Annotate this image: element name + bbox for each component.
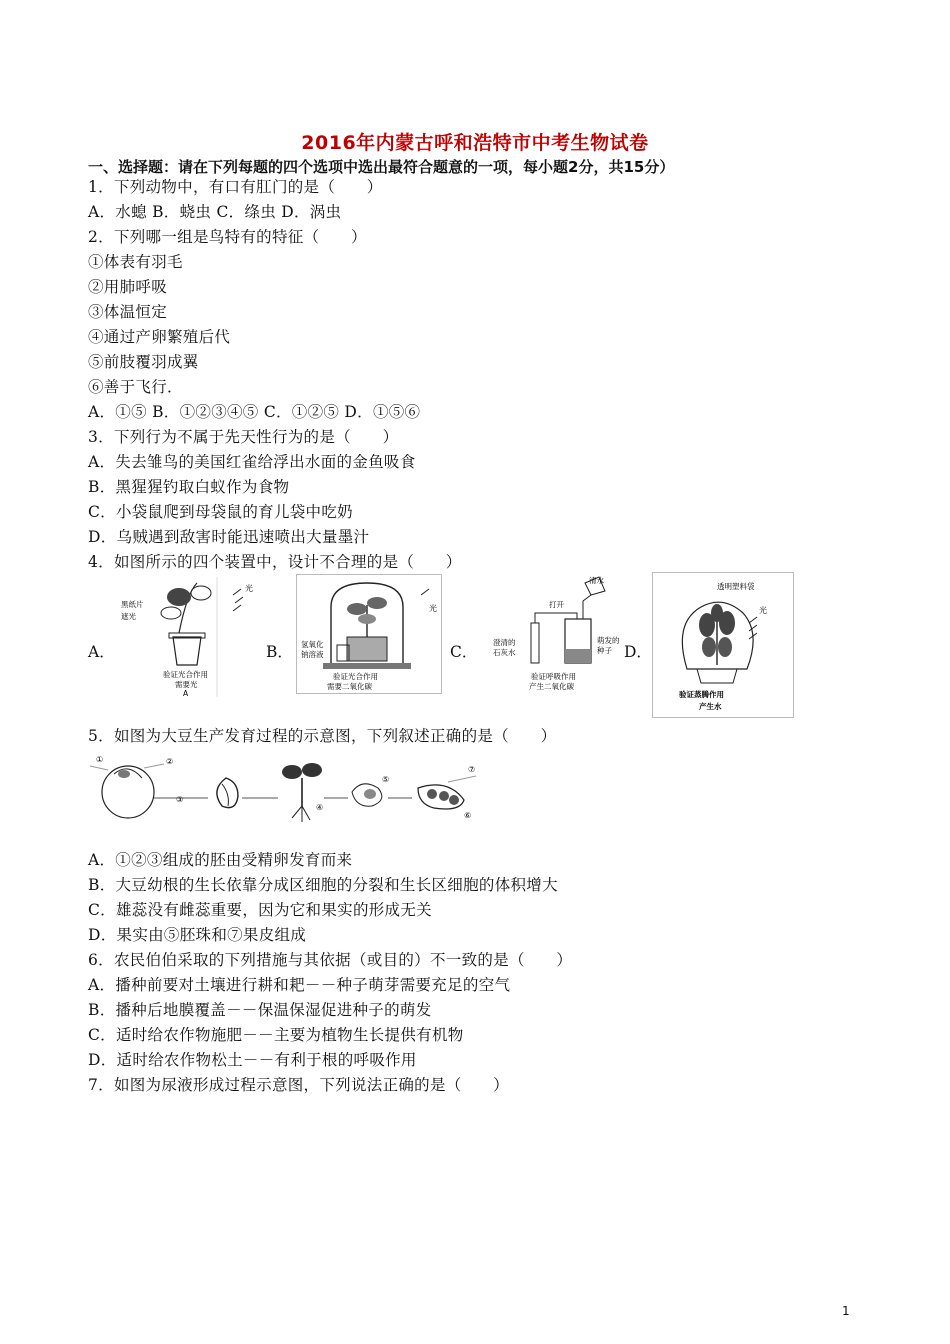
q3-option-a: A．失去雏鸟的美国红雀给浮出水面的金鱼吸食 — [88, 453, 416, 471]
plastic-bag-label: 透明塑料袋 — [717, 582, 755, 591]
q4-figure-b — [296, 574, 442, 694]
caption-d-1: 验证蒸腾作用 — [679, 690, 724, 699]
caption-b-1: 验证光合作用 — [333, 672, 378, 681]
q4-label-a: A． — [88, 643, 115, 661]
q6-option-a: A．播种前要对土壤进行耕和耙－－种子萌芽需要充足的空气 — [88, 976, 511, 994]
caption-c-1: 验证呼吸作用 — [531, 672, 576, 681]
q4-label-d: D． — [624, 643, 652, 661]
page-number: 1 — [842, 1304, 850, 1318]
q7-stem: 7．如图为尿液形成过程示意图，下列说法正确的是（ ） — [88, 1076, 509, 1094]
label-3: ③ — [176, 795, 184, 804]
q5-option-b: B．大豆幼根的生长依靠分成区细胞的分裂和生长区细胞的体积增大 — [88, 876, 558, 894]
q5-option-d: D．果实由⑤胚珠和⑦果皮组成 — [88, 926, 307, 944]
label-5: ⑤ — [382, 775, 390, 784]
q3-option-b: B．黑猩猩钓取白蚁作为食物 — [88, 478, 290, 496]
q6-option-d: D．适时给农作物松土－－有利于根的呼吸作用 — [88, 1051, 417, 1069]
q2-item-3: ③体温恒定 — [88, 303, 168, 321]
q6-option-c: C．适时给农作物施肥－－主要为植物生长提供有机物 — [88, 1026, 464, 1044]
soybean-development-diagram — [88, 748, 480, 824]
q1-options: A．水螅 B．蛲虫 C．绦虫 D．涡虫 — [88, 203, 342, 221]
q5-soybean-figure — [88, 748, 480, 824]
q2-item-6: ⑥善于飞行． — [88, 378, 183, 396]
q2-stem: 2．下列哪一组是鸟特有的特征（ ） — [88, 228, 367, 246]
q3-option-c: C．小袋鼠爬到母袋鼠的育儿袋中吃奶 — [88, 503, 353, 521]
caption-b-2: 需要二氧化碳 — [327, 682, 372, 691]
black-paper-label-1: 黑纸片 — [121, 600, 144, 609]
q4-figure-row — [88, 572, 808, 722]
light-label: 光 — [245, 584, 253, 593]
caption-a-1: 验证光合作用 — [163, 670, 208, 679]
page-title: 2016年内蒙古呼和浩特市中考生物试卷 — [301, 132, 649, 154]
q6-stem: 6．农民伯伯采取的下列措施与其依据（或目的）不一致的是（ ） — [88, 951, 573, 969]
caption-d-2: 产生水 — [699, 702, 722, 711]
black-paper-label-2: 遮光 — [121, 612, 136, 621]
q4-label-c: C． — [450, 643, 478, 661]
naoh-label-1: 氢氧化 — [301, 640, 324, 649]
q2-options: A．①⑤ B．①②③④⑤ C．①②⑤ D．①⑤⑥ — [88, 403, 421, 421]
q2-item-2: ②用肺呼吸 — [88, 278, 168, 296]
light-label-d: 光 — [759, 606, 767, 615]
q4-figure-c — [478, 572, 624, 698]
q4-label-b: B． — [266, 643, 293, 661]
plant-light-diagram — [117, 573, 259, 697]
seeds-label-2: 种子 — [597, 646, 612, 655]
caption-c-2: 产生二氧化碳 — [529, 682, 574, 691]
limewater-label-1: 澄清的 — [493, 638, 516, 647]
light-label-b: 光 — [429, 604, 437, 613]
label-7: ⑦ — [468, 765, 476, 774]
naoh-label-2: 钠溶液 — [301, 650, 324, 659]
label-6: ⑥ — [464, 811, 472, 820]
q4-figure-a — [116, 572, 260, 698]
open-label: 打开 — [549, 600, 564, 609]
q6-option-b: B．播种后地膜覆盖－－保温保湿促进种子的萌发 — [88, 1001, 432, 1019]
q2-item-5: ⑤前肢覆羽成翼 — [88, 353, 199, 371]
black-paper-leaf — [167, 588, 191, 606]
q3-stem: 3．下列行为不属于先天性行为的是（ ） — [88, 428, 399, 446]
label-2: ② — [166, 757, 174, 766]
q4-stem: 4．如图所示的四个装置中，设计不合理的是（ ） — [88, 553, 462, 571]
section-heading: 一、选择题：请在下列每题的四个选项中选出最符合题意的一项，每小题2分，共15分） — [88, 158, 675, 176]
label-4: ④ — [316, 803, 324, 812]
q4-figure-d — [652, 572, 794, 718]
q5-option-c: C．雄蕊没有雌蕊重要，因为它和果实的形成无关 — [88, 901, 432, 919]
q5-option-a: A．①②③组成的胚由受精卵发育而来 — [88, 851, 353, 869]
q2-item-1: ①体表有羽毛 — [88, 253, 183, 271]
label-1: ① — [96, 755, 104, 764]
q3-option-d: D．乌贼遇到敌害时能迅速喷出大量墨汁 — [88, 528, 370, 546]
limewater-label-2: 石灰水 — [493, 648, 516, 657]
respiration-apparatus-diagram — [479, 573, 623, 697]
caption-a-2: 需要光 — [175, 680, 198, 689]
q1-stem: 1．下列动物中，有口有肛门的是（ ） — [88, 178, 383, 196]
water-label: 清水 — [589, 576, 604, 585]
transpiration-bag-diagram — [653, 573, 793, 717]
seeds-label-1: 萌发的 — [597, 636, 620, 645]
caption-a-letter: A — [183, 689, 189, 697]
q5-stem: 5．如图为大豆生产发育过程的示意图，下列叙述正确的是（ ） — [88, 727, 557, 745]
q2-item-4: ④通过产卵繁殖后代 — [88, 328, 231, 346]
bell-jar-diagram — [297, 575, 441, 693]
